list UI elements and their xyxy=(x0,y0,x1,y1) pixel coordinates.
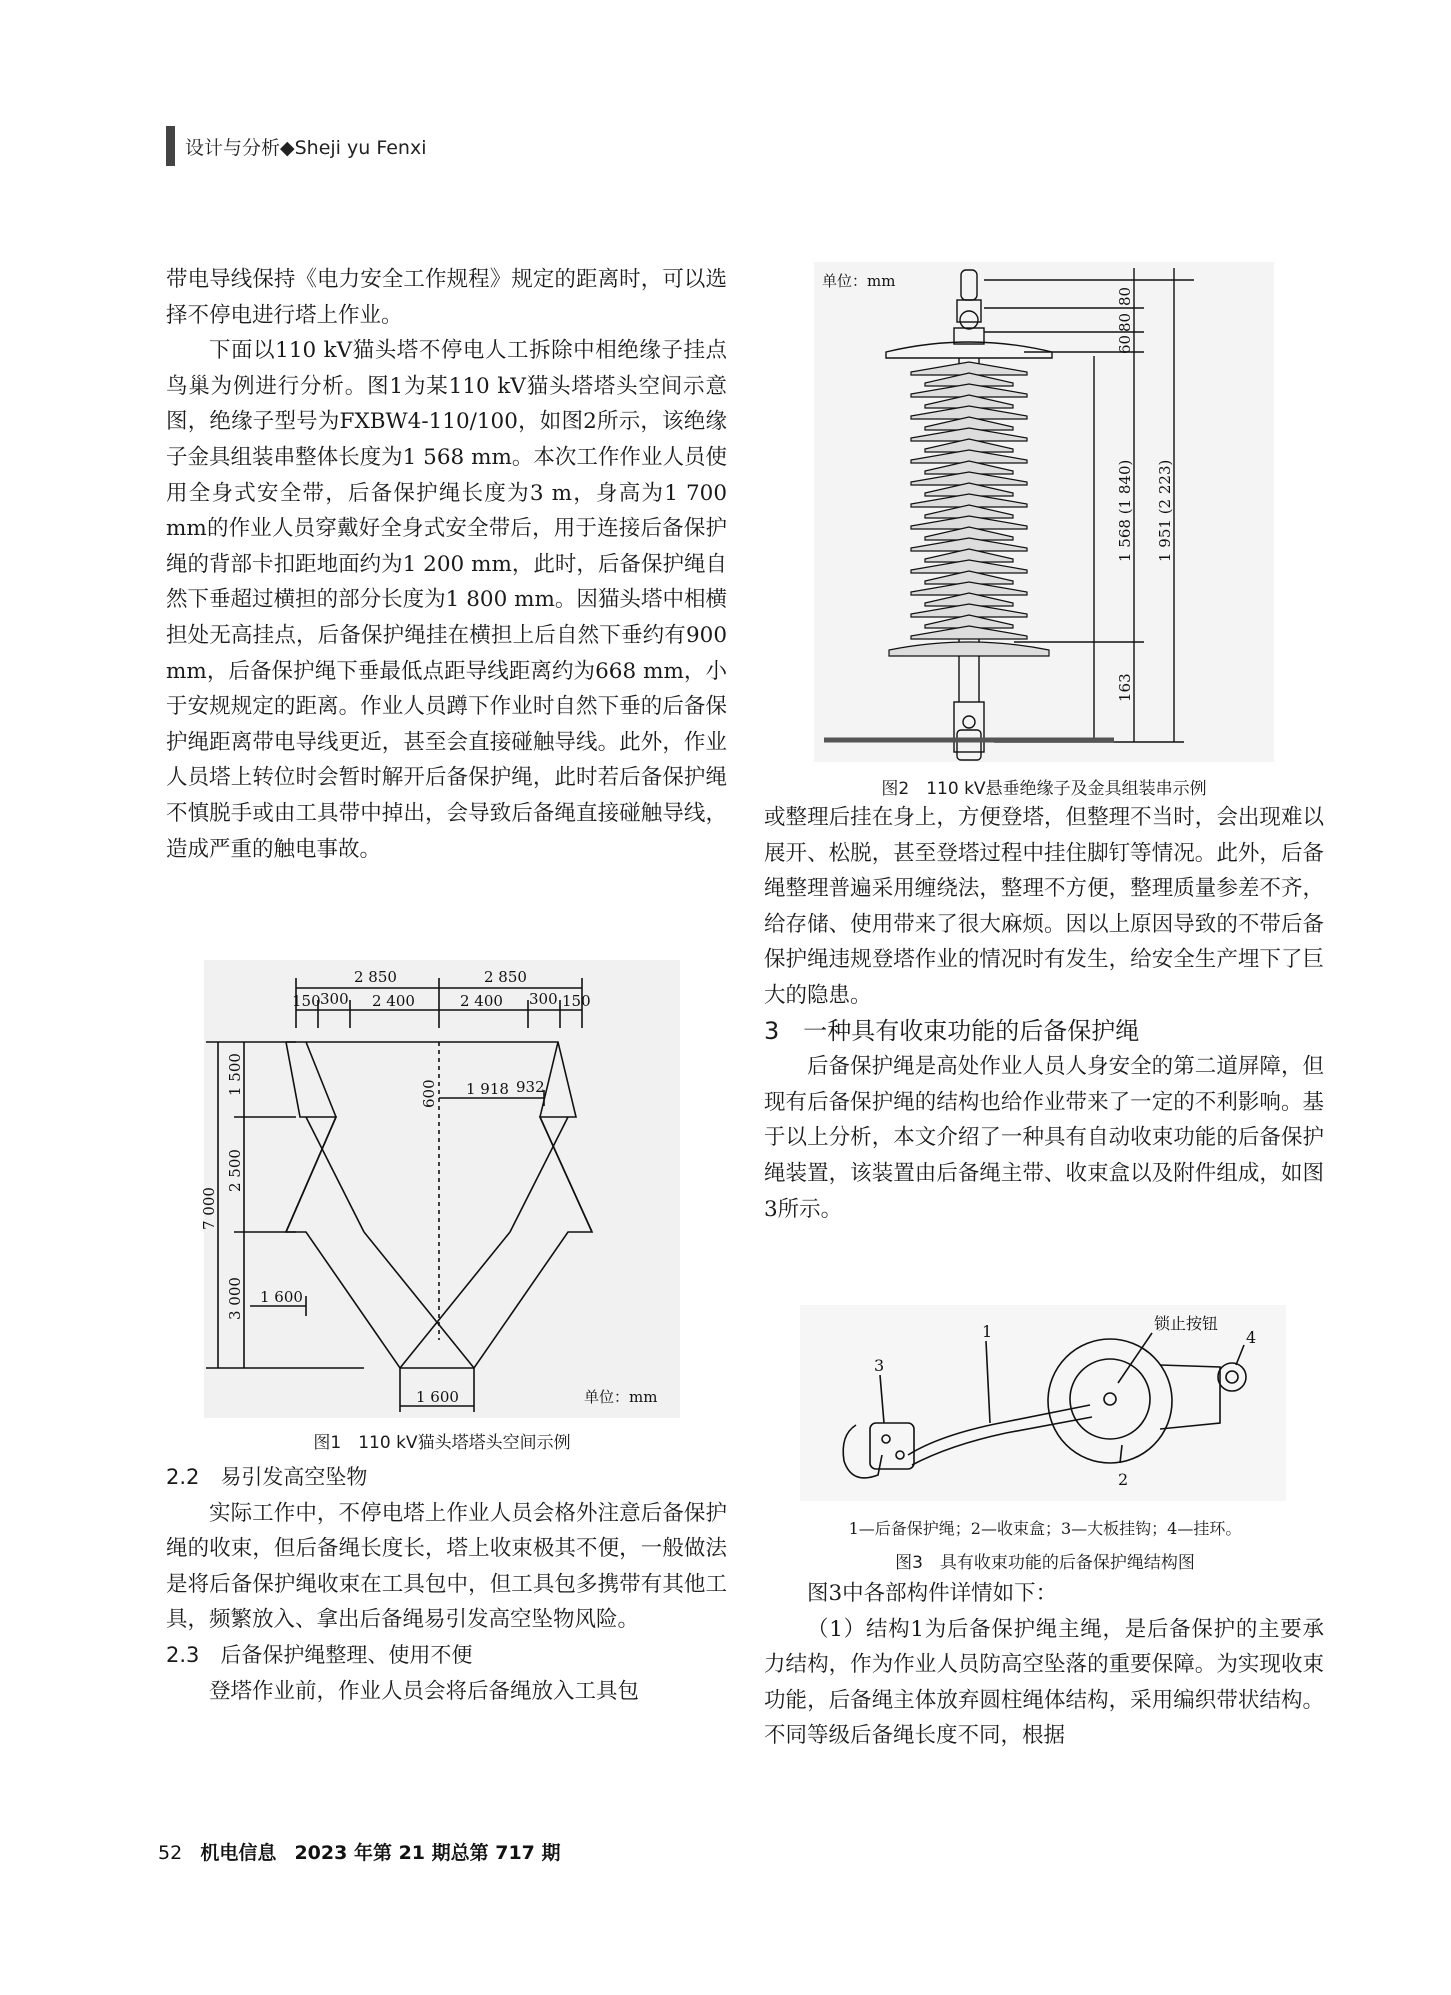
label-2: 2 xyxy=(1118,1470,1129,1489)
figure-1-caption: 图1 110 kV猫头塔塔头空间示例 xyxy=(313,1433,571,1453)
header-bar xyxy=(166,126,175,166)
right-column-bottom xyxy=(764,1576,1324,1754)
dim-1951: 1 951 (2 223) xyxy=(1156,459,1174,562)
figure-3-legend: 1—后备保护绳；2—收束盒；3—大板挂钩；4—挂环。 xyxy=(848,1519,1242,1538)
left-p2: 下面以110 kV猫头塔不停电人工拆除中相绝缘子挂点鸟巢为例进行分析。图1为某110 kV猫头塔塔头空间示意图，绝缘子型号为FXBW4-110/100，如图2所示，该绝缘子金具组装串整体长度为1 568 mm。本次工作作业人员使用全身式安全带，后备保护绳长度为3 m，身高为1 700 mm的作业人员穿戴好全身式安全带后，用于连接后备保护绳的背部卡扣距地面约为1 200 mm，此时，后备保护绳自然下垂超过横担的部分长度为1 800 mm。因猫头塔中相横担处无高挂点，后备保护绳挂在横担上后自然下垂约有900 mm，后备保护绳下垂最低点距导线距离约为668 mm，小于安规规定的距离。作业人员蹲下作业时自然下垂的后备保护绳距离带电导线更近，甚至会直接碰触导线。此外，作业人员塔上转位时会暂时解开后备保护绳，此时若后备保护绳不慎脱手或由工具带中掉出，会导致后备绳直接碰触导线，造成严重的触电事故。 xyxy=(166,338,727,862)
dim-80b: 80 xyxy=(1116,312,1134,332)
dim-80a: 80 xyxy=(1116,286,1134,306)
section-2-2-heading: 2.2 易引发高空坠物 xyxy=(166,1465,368,1489)
figure-3-caption: 图3 具有收束功能的后备保护绳结构图 xyxy=(895,1553,1195,1573)
label-3: 3 xyxy=(874,1356,885,1375)
dim-top-right: 2 850 xyxy=(484,968,527,986)
dim-top-left: 2 850 xyxy=(354,968,397,986)
dim-v7000: 7 000 xyxy=(200,1187,218,1230)
label-lock-button: 锁止按钮 xyxy=(1154,1314,1219,1333)
figure-2-drawing xyxy=(814,262,1274,762)
label-1: 1 xyxy=(982,1322,993,1341)
issue-info: 2023 年第 21 期总第 717 期 xyxy=(294,1842,561,1864)
dim-l300: 300 xyxy=(320,990,349,1008)
dim-r2400: 2 400 xyxy=(460,992,503,1010)
dim-l150: 150 xyxy=(292,992,321,1010)
left-p1: 带电导线保持《电力安全工作规程》规定的距离时，可以选择不停电进行塔上作业。 xyxy=(166,267,727,328)
running-header xyxy=(166,125,426,167)
figure-2 xyxy=(814,262,1274,762)
section-2-3-heading: 2.3 后备保护绳整理、使用不便 xyxy=(166,1642,473,1667)
figure-3 xyxy=(800,1305,1286,1501)
dim-1600-mid: 1 600 xyxy=(260,1288,303,1306)
figure-2-unit: 单位：mm xyxy=(822,272,896,290)
left-p3: 实际工作中，不停电塔上作业人员会格外注意后备保护绳的收束，但后备绳长度长，塔上收束极其不便，一般做法是将后备保护绳收束在工具包中，但工具包多携带有其他工具，频繁放入、拿出后备绳易引发高空坠物风险。 xyxy=(166,1500,727,1633)
page-number: 52 xyxy=(158,1842,183,1864)
figure-3-drawing xyxy=(800,1305,1286,1501)
section-3-heading: 3 一种具有收束功能的后备保护绳 xyxy=(764,1016,1140,1045)
figure-2-caption: 图2 110 kV悬垂绝缘子及金具组装串示例 xyxy=(881,779,1207,799)
dim-l2400: 2 400 xyxy=(372,992,415,1010)
right-p2: 后备保护绳是高处作业人员人身安全的第二道屏障，但现有后备保护绳的结构也给作业带来了一定的不利影响。基于以上分析，本文介绍了一种具有自动收束功能的后备保护绳装置，该装置由后备绳主带、收束盒以及附件组成，如图3所示。 xyxy=(764,1054,1324,1222)
dim-1568: 1 568 (1 840) xyxy=(1116,459,1134,562)
right-p3: 图3中各部构件详情如下： xyxy=(807,1581,1058,1606)
figure-1-drawing xyxy=(200,960,680,1418)
dim-r300: 300 xyxy=(529,990,558,1008)
left-column-bottom xyxy=(166,1460,727,1709)
dim-v1500: 1 500 xyxy=(226,1053,244,1096)
dim-600: 600 xyxy=(420,1079,438,1108)
figure-1 xyxy=(200,960,680,1418)
dim-1600-bot: 1 600 xyxy=(416,1388,459,1406)
right-p4: （1）结构1为后备保护绳主绳，是后备保护的主要承力结构，作为作业人员防高空坠落的重要保障。为实现收束功能，后备绳主体放弃圆柱绳体结构，采用编织带状结构。不同等级后备绳长度不同，根据 xyxy=(764,1616,1324,1749)
right-p1: 或整理后挂在身上，方便登塔，但整理不当时，会出现难以展开、松脱，甚至登塔过程中挂住脚钉等情况。此外，后备绳整理普遍采用缠绕法，整理不方便，整理质量参差不齐，给存储、使用带来了很大麻烦。因以上原因导致的不带后备保护绳违规登塔作业的情况时有发生，给安全生产埋下了巨大的隐患。 xyxy=(764,805,1324,1008)
left-p4: 登塔作业前，作业人员会将后备绳放入工具包 xyxy=(209,1678,640,1704)
header-text: 设计与分析◆Sheji yu Fenxi xyxy=(185,136,427,159)
dim-r150: 150 xyxy=(562,992,591,1010)
label-4: 4 xyxy=(1246,1328,1257,1347)
dim-60: 60 xyxy=(1116,334,1134,354)
dim-932: 932 xyxy=(516,1078,545,1096)
dim-v3000: 3 000 xyxy=(226,1277,244,1320)
page-footer xyxy=(158,1838,561,1865)
bottom-saddle xyxy=(889,642,1049,656)
dim-163: 163 xyxy=(1116,673,1134,702)
left-column-top xyxy=(166,262,727,867)
journal-name: 机电信息 xyxy=(200,1842,277,1864)
figure-1-unit: 单位：mm xyxy=(584,1388,658,1406)
dim-1918: 1 918 xyxy=(466,1080,509,1098)
dim-v2500: 2 500 xyxy=(226,1149,244,1192)
right-column-top xyxy=(764,800,1324,1227)
